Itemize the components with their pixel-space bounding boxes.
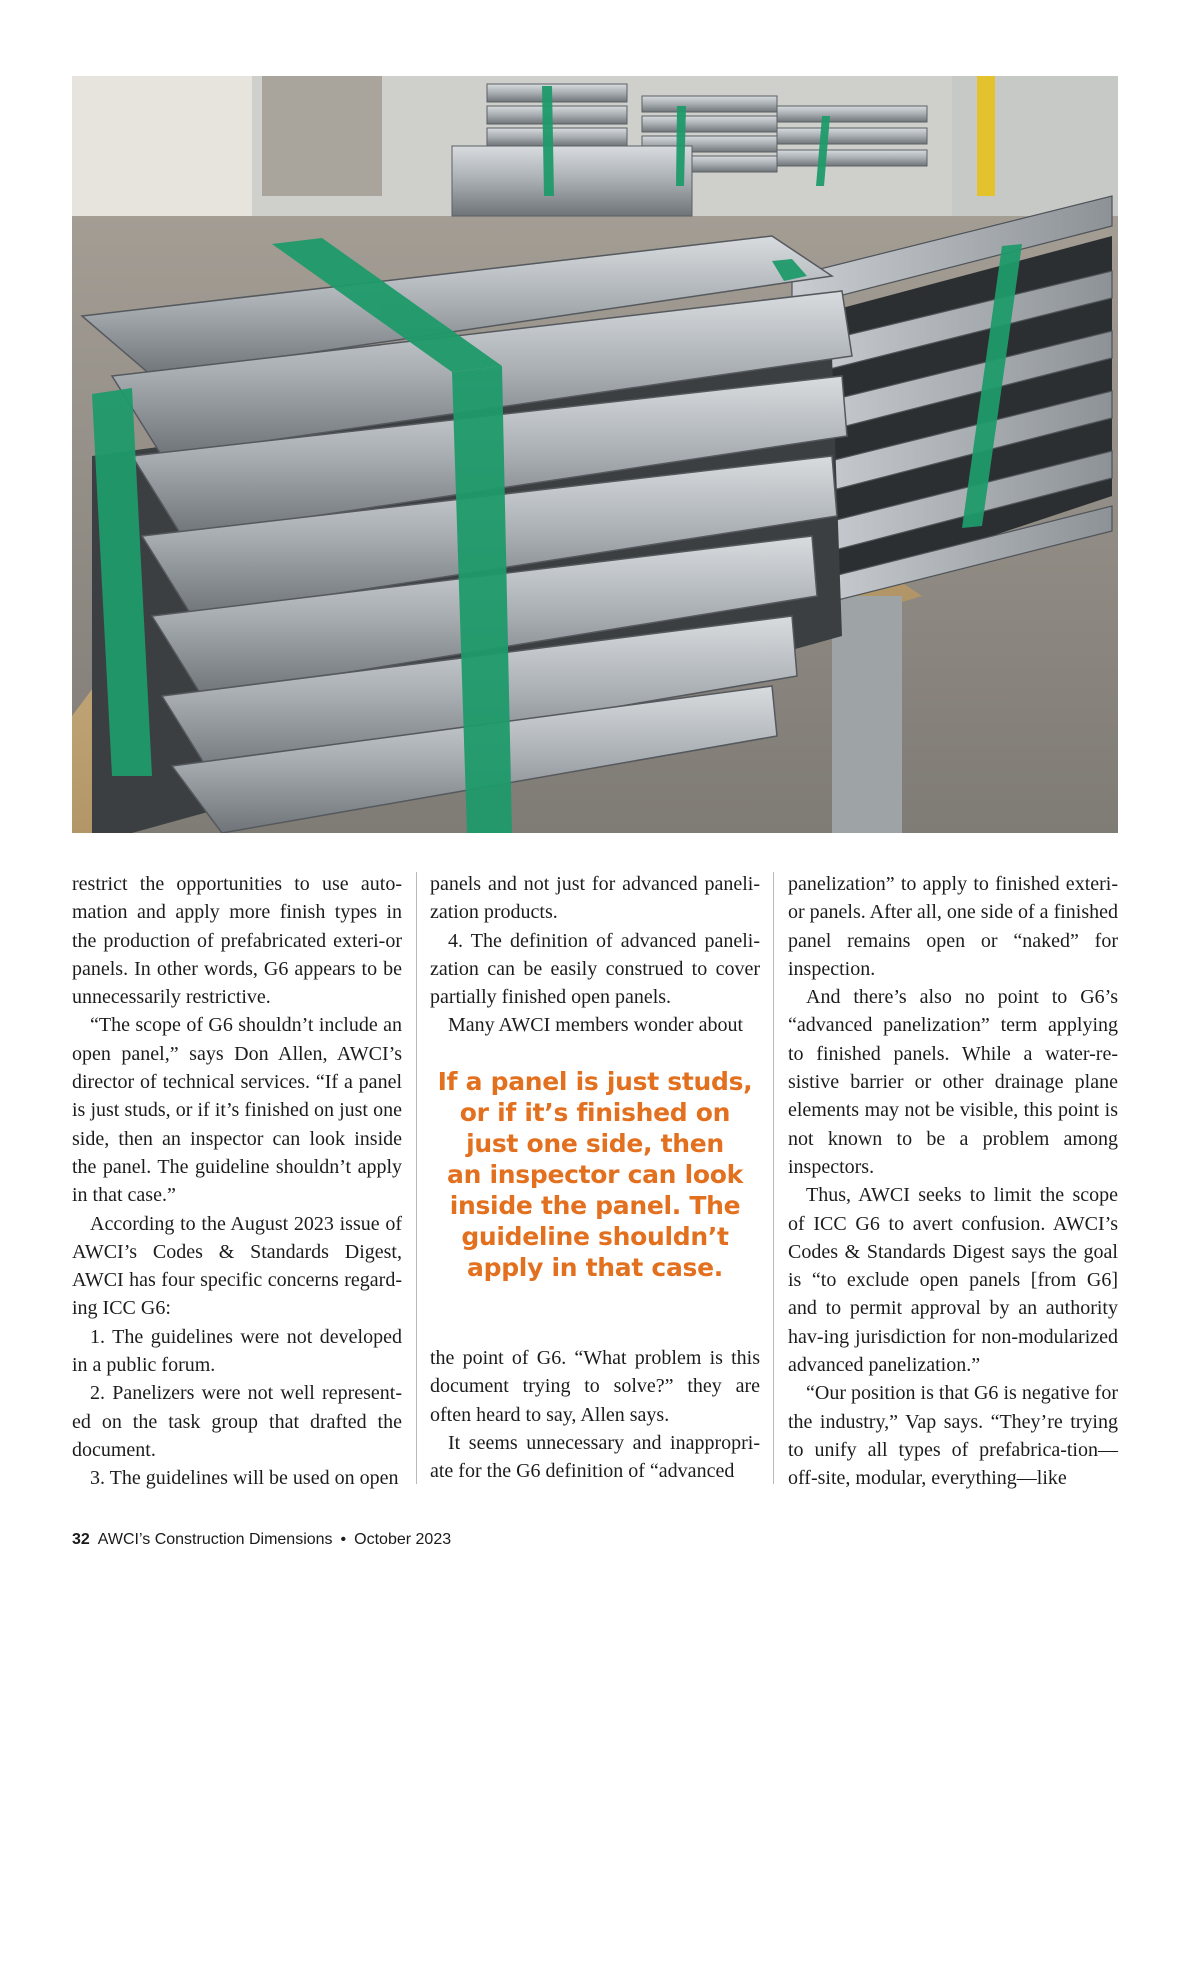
paragraph: “Our position is that G6 is negative for the industry,” Vap says. “They’re trying to unify all types of prefabrica-tion—off-site, modular, everything—like: [788, 1382, 1118, 1490]
page-footer: [72, 1531, 451, 1549]
article-column-2-continued: [430, 1344, 760, 1964]
pull-quote-line: inside the panel. The: [449, 1191, 741, 1220]
paragraph: Thus, AWCI seeks to limit the scope of ICC G6 to avert confusion. AWCI’s Codes & Standards Digest says the goal is “to exclude open panels [from G6] and to permit approval by an authority hav-ing jurisdiction for non-modularized advanced panelization.”: [788, 1184, 1118, 1377]
column-divider: [416, 872, 417, 1484]
paragraph: And there’s also no point to G6’s “advanced panelization” term applying to finished panels. While a water-re-sistive barrier or other drainage plane elements may not be visible, this point is not known to be a problem among inspectors.: [788, 986, 1118, 1178]
page-number: 32: [72, 1531, 90, 1548]
issue-date: October 2023: [354, 1531, 452, 1548]
pull-quote: [430, 1066, 760, 1283]
photo-stacked-metal-panels-icon: [72, 76, 1118, 833]
publication-name: AWCI’s Construction Dimensions: [97, 1531, 333, 1548]
article-column-1: [72, 870, 402, 1490]
pull-quote-line: guideline shouldn’t: [461, 1222, 729, 1251]
list-item: 4. The definition of advanced paneli-zation can be easily construed to cover partially finished open panels.: [430, 929, 760, 1009]
paragraph: the point of G6. “What problem is this document trying to solve?” they are often heard to say, Allen says.: [430, 1347, 760, 1426]
pull-quote-line: an inspector can look: [447, 1160, 743, 1189]
article-column-3: [788, 870, 1118, 1490]
paragraph: panelization” to apply to finished exteri-or panels. After all, one side of a finished panel remains open or “naked” for inspection.: [788, 873, 1118, 980]
paragraph: Many AWCI members wonder about: [448, 1014, 743, 1037]
list-item: 3. The guidelines will be used on open: [90, 1467, 399, 1490]
separator: •: [340, 1531, 347, 1548]
list-item: 1. The guidelines were not developed in a public forum.: [72, 1325, 402, 1377]
paragraph: restrict the opportunities to use auto-mation and apply more finish types in the production of prefabricated exteri-or panels. In other words, G6 appears to be unnecessarily restrictive.: [72, 873, 402, 1009]
pull-quote-line: or if it’s finished on: [459, 1098, 731, 1127]
paragraph: “The scope of G6 shouldn’t include an open panel,” says Don Allen, AWCI’s director of technical services. “If a panel is just studs, or if it’s finished on just one side, then an inspector can look inside the panel. The guideline shouldn’t apply in that case.”: [72, 1014, 402, 1207]
pull-quote-line: apply in that case.: [467, 1253, 723, 1282]
list-item: 2. Panelizers were not well represent-ed on the task group that drafted the document.: [72, 1382, 402, 1461]
paragraph: It seems unnecessary and inappropri-ate for the G6 definition of “advanced: [430, 1431, 760, 1483]
pull-quote-line: If a panel is just studs,: [437, 1067, 753, 1096]
column-divider: [773, 872, 774, 1484]
pull-quote-line: just one side, then: [466, 1129, 724, 1158]
paragraph: panels and not just for advanced paneli-zation products.: [430, 873, 760, 924]
paragraph: According to the August 2023 issue of AWCI’s Codes & Standards Digest, AWCI has four specific concerns regard-ing ICC G6:: [72, 1212, 402, 1320]
article-photo: [72, 76, 1118, 833]
